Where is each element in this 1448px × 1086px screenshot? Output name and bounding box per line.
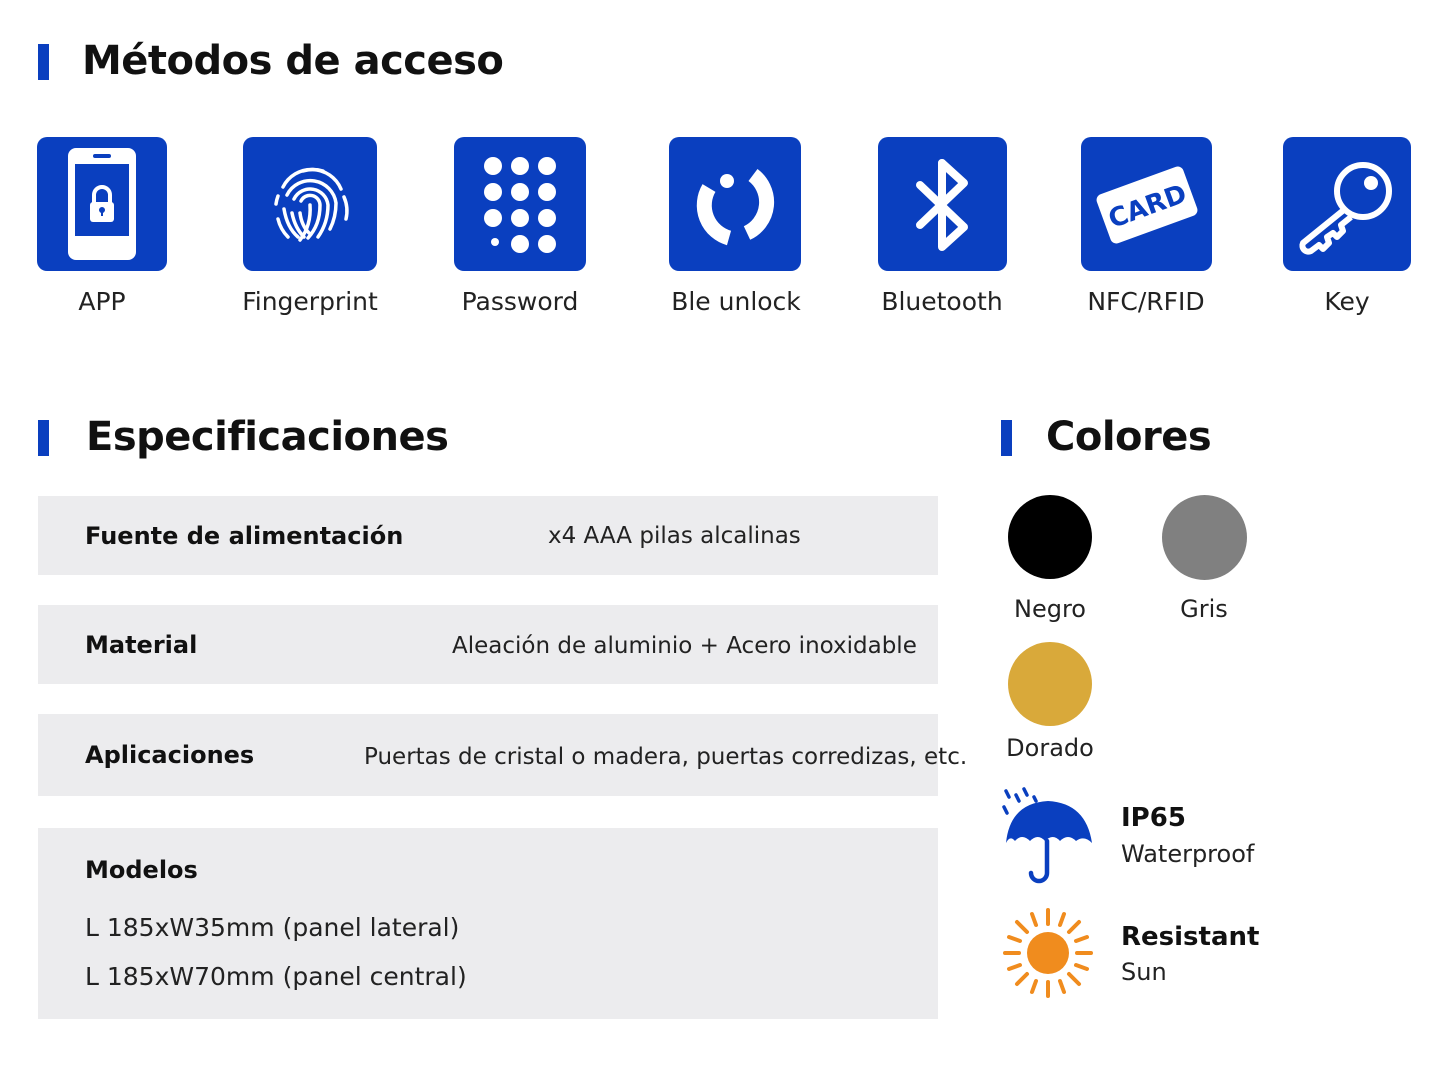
fingerprint-icon bbox=[243, 137, 377, 271]
specs-title-text: Especificaciones bbox=[86, 414, 449, 460]
card-icon bbox=[1081, 137, 1212, 271]
color-label: Gris bbox=[1180, 595, 1228, 623]
model-line: L 185xW35mm (panel lateral) bbox=[85, 913, 460, 942]
phone-lock-icon bbox=[37, 137, 167, 271]
sun-icon bbox=[1001, 906, 1095, 1000]
color-label: Dorado bbox=[1006, 734, 1094, 762]
title-accent-bar bbox=[1001, 420, 1012, 456]
method-label: Bluetooth bbox=[881, 287, 1003, 316]
method-label: Fingerprint bbox=[242, 287, 378, 316]
spec-value: Aleación de aluminio + Acero inoxidable bbox=[452, 633, 917, 659]
colors-title-text: Colores bbox=[1046, 414, 1212, 460]
spec-row-material bbox=[38, 605, 938, 684]
color-swatch-gris bbox=[1162, 495, 1247, 580]
color-swatch-negro bbox=[1008, 495, 1092, 579]
model-line: L 185xW70mm (panel central) bbox=[85, 962, 467, 991]
title-accent-bar bbox=[38, 44, 49, 80]
spec-value: x4 AAA pilas alcalinas bbox=[548, 523, 801, 549]
method-label: APP bbox=[78, 287, 126, 316]
method-label: Ble unlock bbox=[671, 287, 801, 316]
feature-title: Resistant bbox=[1121, 922, 1260, 952]
method-label: NFC/RFID bbox=[1087, 287, 1205, 316]
method-label: Key bbox=[1324, 287, 1370, 316]
feature-subtitle: Waterproof bbox=[1121, 840, 1255, 868]
feature-subtitle: Sun bbox=[1121, 958, 1167, 986]
color-label: Negro bbox=[1014, 595, 1086, 623]
color-swatch-dorado bbox=[1008, 642, 1092, 726]
spec-value: Puertas de cristal o madera, puertas corredizas, etc. bbox=[364, 744, 968, 770]
keypad-icon bbox=[454, 137, 586, 271]
feature-title: IP65 bbox=[1121, 803, 1186, 833]
key-icon bbox=[1283, 137, 1411, 271]
title-accent-bar bbox=[38, 420, 49, 456]
spec-row-power bbox=[38, 496, 938, 575]
spec-key: Aplicaciones bbox=[85, 741, 255, 769]
spec-key: Fuente de alimentación bbox=[85, 522, 404, 550]
ble-unlock-icon bbox=[669, 137, 801, 271]
umbrella-rain-icon bbox=[998, 785, 1098, 885]
spec-row-applications bbox=[38, 714, 968, 796]
spec-row-models bbox=[38, 828, 938, 1019]
card-icon-text: CARD bbox=[1104, 178, 1191, 235]
spec-key: Material bbox=[85, 631, 198, 659]
method-label: Password bbox=[461, 287, 579, 316]
spec-key: Modelos bbox=[85, 856, 198, 884]
bluetooth-icon bbox=[878, 137, 1007, 271]
access-title-text: Métodos de acceso bbox=[82, 38, 504, 84]
